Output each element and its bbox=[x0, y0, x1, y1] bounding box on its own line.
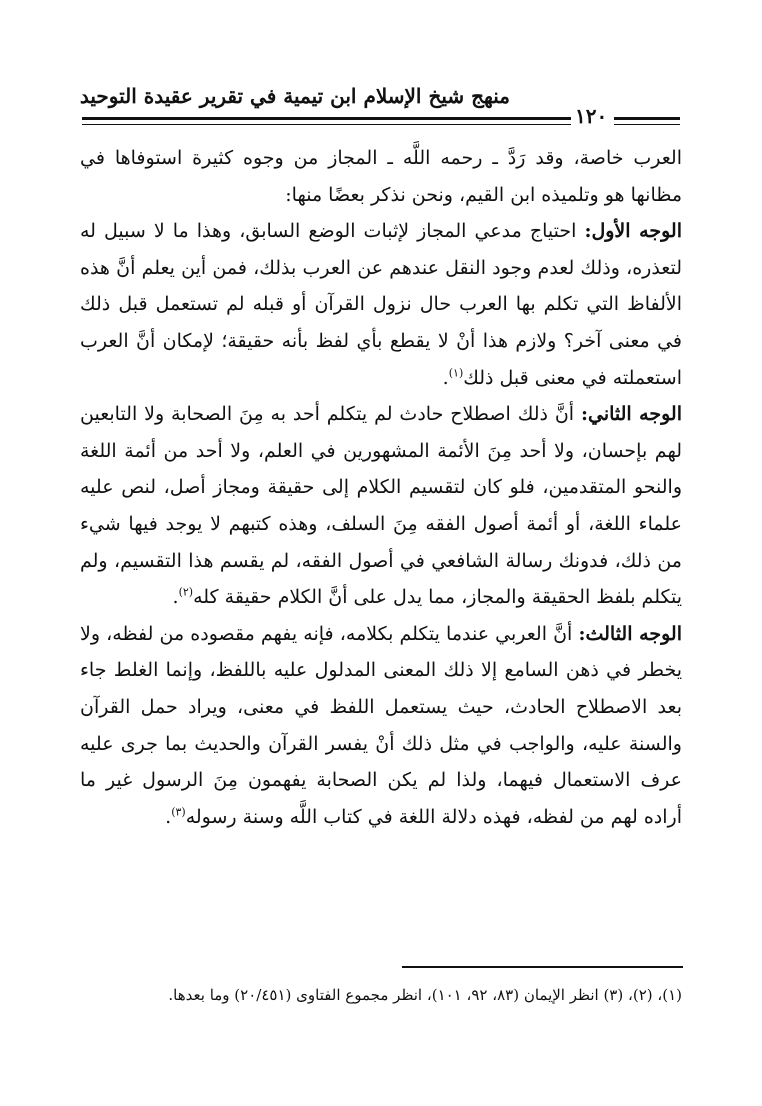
aspect-two-end: . bbox=[172, 586, 179, 609]
aspect-three-text: أنَّ العربي عندما يتكلم بكلامه، فإنه يفهم مقصوده من لفظه، ولا يخطر في ذهن السامع إلا ذلك المعنى المدلول عليه باللفظ، وإنما الغلط جاء بعد الاصطلاح الحادث، حيث يستعمل اللفظ في معنى، ويراد حمل القرآن والسنة عليه، والواجب في مثل ذلك أنْ يفسر القرآن والحديث بما جرى عليه عرف الاستعمال فيهما، ولذا لم يكن الصحابة يفهمون مِنَ الرسول غير ما أراده لهم من لفظه، فهذه دلالة اللغة في كتاب اللَّه وسنة رسوله bbox=[80, 622, 682, 828]
aspect-one-text: احتياج مدعي المجاز لإثبات الوضع السابق، وهذا ما لا سبيل له لتعذره، وذلك لعدم وجود النقل عندهم عن العرب بذلك، فمن أين يعلم أنَّ هذه الألفاظ التي تكلم بها العرب حال نزول القرآن أو قبله لم تستعمل قبل ذلك في معنى آخر؟ ولازم هذا أنْ لا يقطع بأي لفظ بأنه حقيقة؛ لإمكان أنَّ العرب استعملته في معنى قبل ذلك bbox=[80, 220, 682, 389]
running-title: منهج شيخ الإسلام ابن تيمية في تقرير عقيدة التوحيد bbox=[79, 84, 510, 108]
page-number-rule-thin bbox=[614, 124, 680, 125]
aspect-three-end: . bbox=[165, 805, 172, 828]
page-number-rule bbox=[614, 117, 680, 120]
footnote-ref-2: (٢) bbox=[178, 585, 194, 599]
aspect-three-label: الوجه الثالث: bbox=[578, 622, 683, 645]
intro-text: العرب خاصة، وقد رَدَّ ـ رحمه اللَّه ـ المجاز من وجوه كثيرة استوفاها في مظانها هو وتلميذه ابن القيم، ونحن نذكر بعضًا منها: bbox=[80, 147, 682, 206]
intro-paragraph bbox=[80, 140, 682, 213]
aspect-one-paragraph bbox=[80, 213, 682, 396]
aspect-two-text: أنَّ ذلك اصطلاح حادث لم يتكلم أحد به مِنَ الصحابة ولا التابعين لهم بإحسان، ولا أحد مِنَ الأئمة المشهورين في العلم، ولا أحد من أئمة اللغة والنحو المتقدمين، فلو كان لتقسيم الكلام إلى حقيقة ومجاز أصل، لنص عليه علماء اللغة، أو أئمة أصول الفقه مِنَ السلف، وهذه كتبهم لا يوجد فيها شيء من ذلك، فدونك رسالة الشافعي في أصول الفقه، لم يقسم هذا التقسيم، ولم يتكلم بلفظ الحقيقة والمجاز، مما يدل على أنَّ الكلام حقيقة كله bbox=[80, 403, 682, 609]
header-rule bbox=[82, 117, 571, 120]
aspect-two-paragraph bbox=[80, 396, 682, 616]
aspect-one-label: الوجه الأول: bbox=[584, 220, 682, 243]
header-rule-thin bbox=[82, 124, 571, 125]
footnote-ref-3: (٣) bbox=[171, 805, 186, 819]
aspect-one-end: . bbox=[442, 366, 449, 389]
footnote-ref-1: (١) bbox=[448, 366, 464, 380]
aspect-three-paragraph bbox=[80, 616, 682, 836]
footnote: (١)، (٢)، (٣) انظر الإيمان (٨٣، ٩٢، ١٠١)، انظر مجموع الفتاوى (٢٠/٤٥١) وما بعدها. bbox=[168, 986, 682, 1004]
main-text bbox=[80, 140, 682, 835]
page-number: ١٢٠ bbox=[575, 104, 608, 128]
footnote-separator bbox=[402, 966, 683, 968]
aspect-two-label: الوجه الثاني: bbox=[580, 403, 682, 426]
